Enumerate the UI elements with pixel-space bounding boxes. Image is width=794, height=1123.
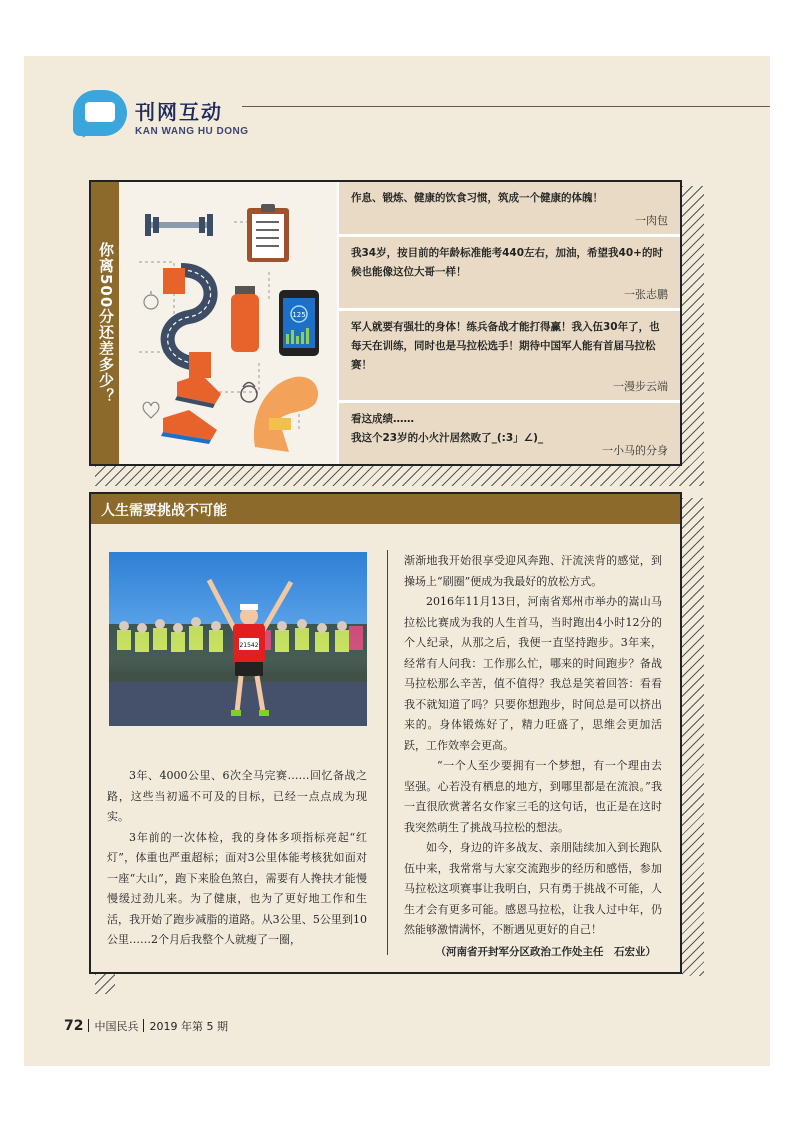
chat-bubble-icon — [73, 90, 127, 136]
svg-text:125: 125 — [292, 311, 306, 319]
comment-text: 军人就要有强壮的身体！练兵备战才能打得赢！我入伍30年了，也每天在训练，同时也是马拉松选手！期待中国军人能有首届马拉松赛！ — [351, 321, 660, 371]
comment-author: 一漫步云端 — [613, 380, 668, 393]
side-label-bar — [91, 182, 119, 464]
comment-item — [339, 311, 680, 400]
hatch-decoration — [682, 186, 704, 470]
comments-panel — [89, 180, 682, 466]
comment-item — [339, 237, 680, 308]
hatch-decoration — [682, 498, 704, 976]
article-heading-bar — [91, 494, 680, 524]
article-panel — [89, 492, 682, 974]
comment-item — [339, 403, 680, 464]
paragraph: 2016年11月13日，河南省郑州市举办的嵩山马拉松比赛成为我的人生首马，当时跑出4小时12分的个人纪录，从那之后，我便一直坚持跑步。3年来，经常有人问我：工作那么忙，哪来的时间跑步？备战马拉松那么辛苦，值不值得？我总是笑着回答：看看我不就知道了吗？只要你想跑步，时间总是可以挤出来的。身体锻炼好了，精力旺盛了，思维会更加活跃，工作效率会更高。 — [404, 595, 662, 752]
comment-list — [339, 182, 680, 464]
article-heading: 人生需要挑战不可能 — [101, 503, 227, 519]
dumbbell-icon — [145, 214, 213, 236]
comment-text: 作息、锻炼、健康的饮食习惯，筑成一个健康的体魄！ — [351, 192, 603, 204]
article-column-right — [404, 551, 662, 962]
comment-author: 一张志鹏 — [624, 288, 668, 301]
running-shoe-icon — [161, 374, 221, 444]
svg-text:21542: 21542 — [239, 642, 259, 649]
clipboard-icon — [247, 204, 289, 262]
comment-text: 我34岁，按目前的年龄标准能考440左右，加油，希望我40+的时候也能像这位大哥一样！ — [351, 247, 663, 278]
column-divider — [387, 550, 388, 955]
author-signature: （河南省开封军分区政治工作处主任 石宏业） — [435, 945, 656, 958]
header-rule — [242, 106, 770, 107]
heart-icon — [143, 402, 159, 418]
section-title: 刊网互动 — [135, 100, 223, 124]
water-bottle-icon — [231, 286, 259, 352]
paragraph: 如今，身边的许多战友、亲朋陆续加入到长跑队伍中来，我常常与大家交流跑步的经历和感悟，参加马拉松这项赛事让我明白，只有勇于挑战不可能，人生才会有更多可能。感恩马拉松，让我人过中年，仍然能够激情满怀，不断遇见更好的自己！ — [404, 841, 662, 936]
issue-info: 2019 年第 5 期 — [149, 1020, 228, 1033]
hatch-decoration — [95, 974, 115, 994]
paragraph: 3年前的一次体检，我的身体多项指标亮起“红灯”，体重也严重超标；面对3公里体能考核犹如面对一座“大山”，跑下来脸色煞白，需要有人搀扶才能慢慢缓过劲儿来。为了健康，也为了更好地工作和生活，我开始了跑步减脂的道路。从3公里、5公里到10公里……2个月后我整个人就瘦了一圈， — [107, 830, 367, 946]
magazine-name: 中国民兵 — [94, 1020, 139, 1033]
fitness-illustration — [119, 182, 337, 464]
paragraph: 渐渐地我开始很享受迎风奔跑、汗流浃背的感觉，到操场上“刷圈”便成为我最好的放松方式。 — [404, 554, 662, 588]
smartphone-icon — [279, 290, 319, 356]
comment-author: 一肉包 — [635, 214, 668, 227]
article-column-left — [107, 766, 367, 951]
page-footer — [64, 1018, 228, 1034]
comment-item — [339, 182, 680, 234]
fitness-icons — [119, 182, 337, 464]
comment-author: 一小马的分身 — [602, 444, 668, 457]
stopwatch-icon — [144, 291, 158, 309]
runner-illustration — [109, 552, 367, 726]
marathon-photo — [109, 552, 367, 726]
page-number: 72 — [64, 1018, 84, 1034]
running-track-icon — [163, 268, 211, 378]
paragraph: 3年、4000公里、6次全马完赛……回忆备战之路，这些当初遥不可及的目标，已经一点点成为现实。 — [107, 769, 367, 823]
side-label-text: 你离500分还差多少？ — [97, 242, 115, 405]
paragraph: “一个人至少要拥有一个梦想，有一个理由去坚强。心若没有栖息的地方，到哪里都是在流浪。”我一直很欣赏著名女作家三毛的这句话，也正是在这时我突然萌生了挑战马拉松的想法。 — [404, 759, 662, 834]
flexed-arm-icon — [254, 377, 318, 452]
hatch-decoration — [95, 466, 704, 486]
comment-text: 看这成绩…… 我这个23岁的小火汁居然败了_(:3」∠)_ — [351, 413, 544, 444]
section-subtitle: KAN WANG HU DONG — [135, 126, 249, 137]
